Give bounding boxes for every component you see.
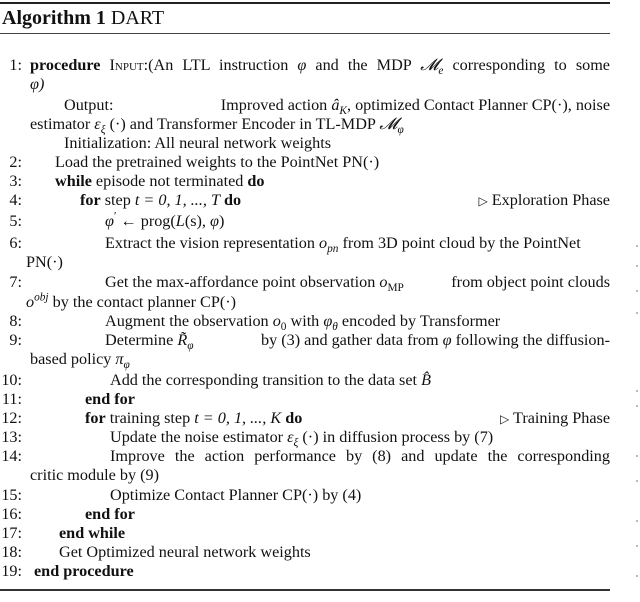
text-segment: and the MDP: [306, 56, 421, 74]
text-segment: Improved action: [220, 96, 332, 114]
line-text: [105, 234, 581, 256]
math-sub: φ: [123, 359, 130, 372]
math-B-hat: B̂: [421, 371, 431, 389]
text-segment: , noise: [567, 96, 610, 114]
math-a-hat: â: [331, 96, 340, 114]
bottom-rule: [0, 589, 610, 591]
output-label: Output:: [64, 96, 114, 114]
text-segment: (·) and Transformer Encoder in TL-MDP: [105, 115, 380, 133]
text-segment: Get the max-affordance point observation: [105, 273, 380, 291]
math-M: 𝓜: [379, 115, 398, 133]
math-o: o: [379, 273, 388, 291]
line-number: 19:: [1, 562, 22, 580]
text-segment: (·) in diffusion process by (7): [298, 428, 494, 446]
comment-triangle-icon: ▷: [500, 412, 510, 426]
text-segment: [261, 331, 610, 350]
line-text: [105, 312, 501, 334]
math-prime: ′: [113, 210, 117, 223]
line-text: [85, 409, 302, 428]
text-segment: encoded by Transformer: [337, 312, 501, 330]
line-number: 16:: [1, 505, 22, 523]
math-PN: PN(·): [342, 153, 380, 171]
math-o: o: [26, 293, 35, 311]
math-phi: φ: [297, 56, 307, 74]
text-segment: [105, 331, 194, 353]
text-segment: Add the corresponding transition to the data set: [110, 371, 422, 389]
top-rule: [0, 2, 610, 4]
text-segment: Load the pretrained weights to the PointNet: [55, 153, 343, 171]
math-pi: π: [115, 350, 124, 368]
line-number: 3:: [9, 172, 22, 190]
math-epsilon: ε: [287, 428, 294, 446]
math-phi: φ: [442, 331, 452, 349]
math-range: t = 0, 1, ..., T: [134, 191, 220, 209]
line-text: critic module by (9): [30, 466, 160, 484]
math-sub: ξ: [293, 437, 299, 450]
text-segment: by (3) and gather data from: [261, 331, 443, 349]
math-o: o: [318, 234, 328, 252]
margin-tick: [636, 390, 638, 392]
margin-tick: [636, 265, 638, 267]
text-segment: from object point clouds: [451, 273, 610, 291]
margin-tick: [636, 405, 638, 407]
line-number: 5:: [9, 212, 22, 230]
math-phi: φ: [323, 312, 333, 330]
line-number: 8:: [9, 312, 22, 330]
margin-tick: [636, 312, 638, 314]
comment-text: Exploration Phase: [491, 191, 610, 209]
algorithm-title: [2, 5, 164, 31]
text-segment: ← prog(: [116, 212, 176, 230]
keyword-while: while: [55, 172, 92, 190]
text-segment: training step: [105, 409, 195, 427]
line-number: 1:: [9, 56, 22, 74]
margin-tick: [636, 290, 638, 292]
text-segment: Augment the observation: [105, 312, 273, 330]
line-number: 11:: [1, 390, 22, 408]
math-sub: φ: [397, 124, 404, 137]
line-text: Improve the action performance by (8) and update the corresponding: [110, 447, 610, 465]
math-sub: e: [438, 65, 444, 78]
math-range: t = 0, 1, ..., K: [194, 409, 282, 427]
line-number: 14:: [1, 447, 22, 465]
text-segment: ): [218, 212, 225, 230]
keyword-end-procedure: end procedure: [34, 562, 134, 580]
math-phi: φ: [210, 212, 219, 230]
math-phi: φ: [105, 212, 114, 230]
text-segment: Determine: [105, 331, 178, 349]
line-number: 7:: [9, 273, 22, 291]
line-text: [105, 212, 224, 231]
line-text: [110, 428, 494, 450]
line-number: 12:: [1, 409, 22, 427]
header-rule: [0, 33, 610, 34]
line-text: [55, 153, 379, 172]
math-sub: 0: [280, 321, 287, 334]
line-text: φ): [30, 75, 45, 93]
text-segment: [220, 96, 610, 118]
text-segment: based policy: [30, 350, 116, 368]
text-segment: from 3D point cloud by the PointNet: [338, 234, 581, 252]
math-sub: ξ: [100, 124, 106, 137]
text-segment: corresponding to some: [443, 56, 610, 74]
math-sub: K: [339, 105, 347, 118]
comment-training-phase: [500, 409, 610, 429]
line-number: 9:: [9, 331, 22, 349]
math-CP: CP(·): [531, 96, 568, 114]
line-text: [30, 115, 404, 137]
line-text: [105, 273, 610, 295]
math-M: 𝓜: [420, 56, 439, 74]
line-text: [64, 96, 610, 118]
margin-tick: [636, 455, 638, 457]
keyword-for: for: [85, 409, 106, 427]
line-text: Get Optimized neural network weights: [59, 543, 311, 561]
margin-tick: [636, 545, 638, 547]
math-sub: θ: [332, 321, 338, 334]
line-number: 10:: [1, 371, 22, 389]
keyword-procedure: procedure: [30, 56, 101, 74]
text-segment: , optimized Contact Planner: [346, 96, 532, 114]
text-segment: :(An LTL instruction: [143, 56, 298, 74]
line-text: Optimize Contact Planner CP(·) by (4): [110, 486, 362, 504]
text-segment: Extract the vision representation: [105, 234, 319, 252]
comment-text: Training Phase: [513, 409, 610, 427]
keyword-end-for: end for: [85, 505, 135, 523]
keyword-do: do: [219, 191, 242, 209]
line-number: 2:: [9, 153, 22, 171]
margin-tick: [636, 245, 638, 247]
math-sub: MP: [387, 282, 404, 295]
text-segment: [105, 273, 404, 295]
math-R-tilde: R̃: [177, 331, 188, 349]
margin-tick: [636, 575, 638, 577]
math-epsilon: ε: [94, 115, 101, 133]
input-label: Input: [109, 56, 144, 74]
text-segment: following the diffusion-: [451, 331, 610, 349]
math-o: o: [272, 312, 281, 330]
math-L: L: [175, 212, 185, 230]
line-text: [80, 191, 241, 210]
text-segment: by the contact planner CP(·): [48, 293, 237, 311]
line-text: [105, 331, 610, 353]
line-text: [26, 293, 236, 312]
line-number: 15:: [1, 486, 22, 504]
line-text: PN(·): [26, 253, 63, 271]
line-number: 18:: [1, 543, 22, 561]
line-number: 4:: [9, 191, 22, 209]
comment-exploration-phase: [478, 191, 610, 211]
math-sub: pn: [327, 243, 339, 256]
keyword-end-for: end for: [85, 390, 135, 408]
text-segment: step: [100, 191, 135, 209]
line-number: 6:: [9, 234, 22, 252]
algorithm-name: DART: [110, 7, 165, 29]
text-segment: Update the noise estimator: [110, 428, 288, 446]
keyword-for: for: [80, 191, 101, 209]
text-segment: episode not terminated: [91, 172, 248, 190]
margin-tick: [636, 520, 638, 522]
margin-artifacts: [634, 0, 640, 602]
line-text: [55, 172, 265, 191]
math-sub: φ: [187, 340, 194, 353]
line-text: Initialization: All neural network weights: [64, 134, 332, 152]
line-text: [30, 350, 130, 372]
line-number: 17:: [1, 524, 22, 542]
text-segment: estimator: [30, 115, 95, 133]
math-sup: obj: [34, 291, 49, 304]
line-text: [110, 371, 431, 390]
algorithm-label: Algorithm 1: [2, 7, 106, 29]
text-segment: (s),: [184, 212, 210, 230]
keyword-end-while: end while: [59, 524, 126, 542]
margin-tick: [636, 480, 638, 482]
keyword-do: do: [281, 409, 303, 427]
keyword-do: do: [247, 172, 265, 190]
comment-triangle-icon: ▷: [478, 194, 488, 208]
line-text: [30, 56, 610, 78]
text-segment: with: [286, 312, 324, 330]
line-number: 13:: [1, 428, 22, 446]
